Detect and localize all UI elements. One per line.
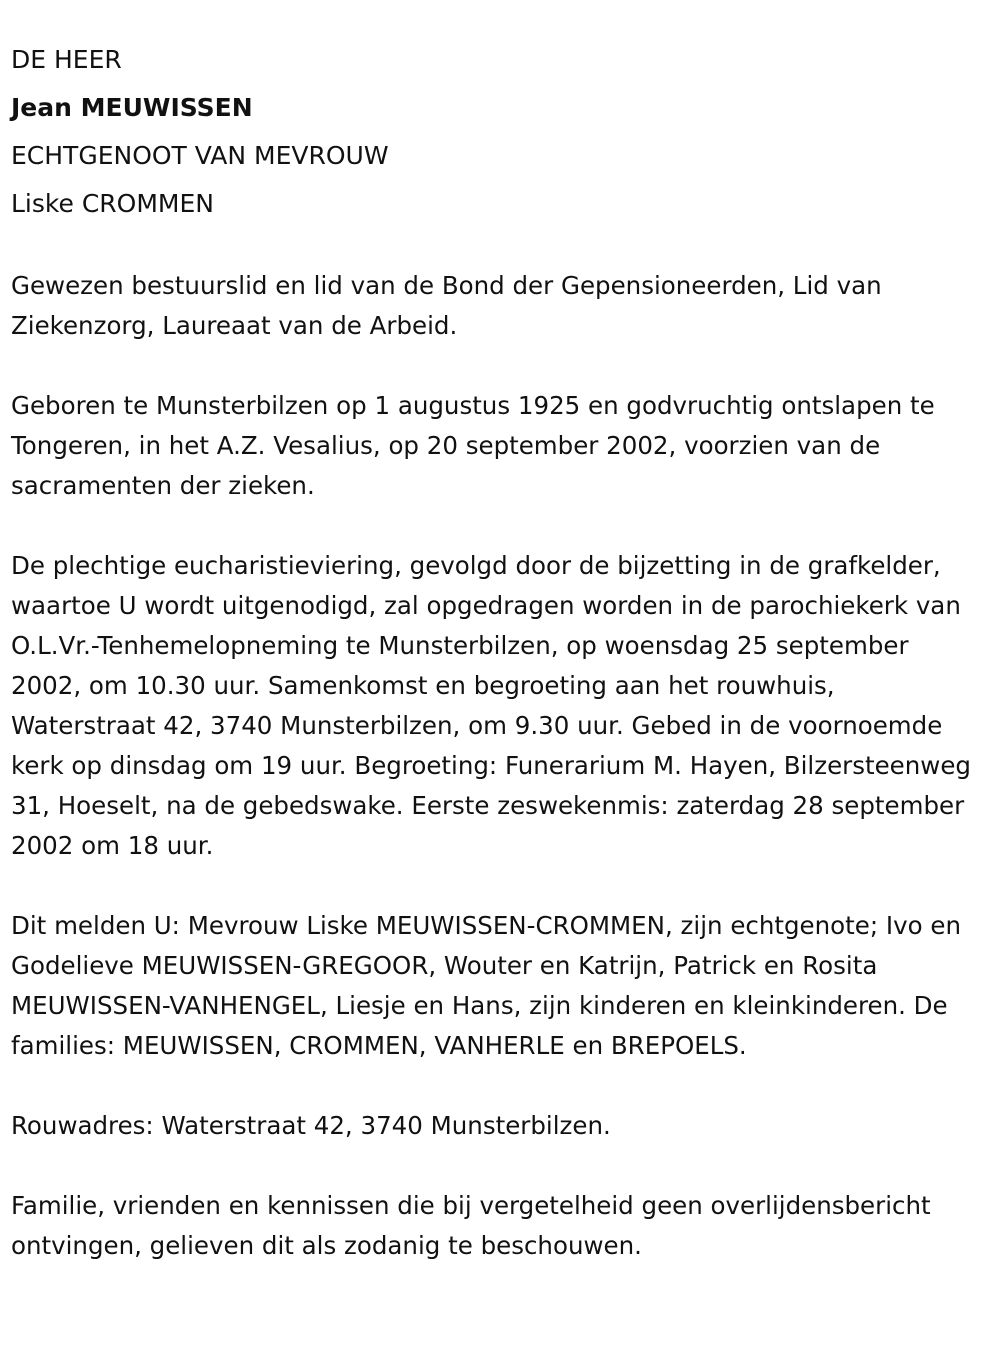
mourning-address-paragraph: Rouwadres: Waterstraat 42, 3740 Munsterbilzen. bbox=[11, 1111, 611, 1140]
obituary-header bbox=[11, 36, 986, 228]
memberships-paragraph: Gewezen bestuurslid en lid van de Bond der Gepensioneerden, Lid van Ziekenzorg, Laureaat van de Arbeid. bbox=[11, 271, 882, 340]
closing-note-paragraph: Familie, vrienden en kennissen die bij vergetelheid geen overlijdensbericht ontvingen, gelieven dit als zodanig te beschouwen. bbox=[11, 1191, 931, 1260]
deceased-name: Jean MEUWISSEN bbox=[11, 93, 253, 122]
spouse-name: Liske CROMMEN bbox=[11, 189, 214, 218]
honorific-title: DE HEER bbox=[11, 45, 122, 74]
birth-death-paragraph: Geboren te Munsterbilzen op 1 augustus 1925 en godvruchtig ontslapen te Tongeren, in het A.Z. Vesalius, op 20 september 2002, voorzien van de sacramenten der zieken. bbox=[11, 391, 935, 500]
spouse-label: ECHTGENOOT VAN MEVROUW bbox=[11, 141, 389, 170]
funeral-service-paragraph: De plechtige eucharistieviering, gevolgd door de bijzetting in de grafkelder, waartoe U wordt uitgenodigd, zal opgedragen worden in de parochiekerk van O.L.Vr.-Tenhemelopneming te Munsterbilzen, op woensdag 25 september 2002, om 10.30 uur. Samenkomst en begroeting aan het rouwhuis, Waterstraat 42, 3740 Munsterbilzen, om 9.30 uur. Gebed in de voornoemde kerk op dinsdag om 19 uur. Begroeting: Funerarium M. Hayen, Bilzersteenweg 31, Hoeselt, na de gebedswake. Eerste zeswekenmis: zaterdag 28 september 2002 om 18 uur. bbox=[11, 551, 971, 860]
obituary-document bbox=[11, 36, 986, 1266]
family-announcement-paragraph: Dit melden U: Mevrouw Liske MEUWISSEN-CROMMEN, zijn echtgenote; Ivo en Godelieve MEUWISSEN-GREGOOR, Wouter en Katrijn, Patrick en Rosita MEUWISSEN-VANHENGEL, Liesje en Hans, zijn kinderen en kleinkinderen. De families: MEUWISSEN, CROMMEN, VANHERLE en BREPOELS. bbox=[11, 911, 961, 1060]
